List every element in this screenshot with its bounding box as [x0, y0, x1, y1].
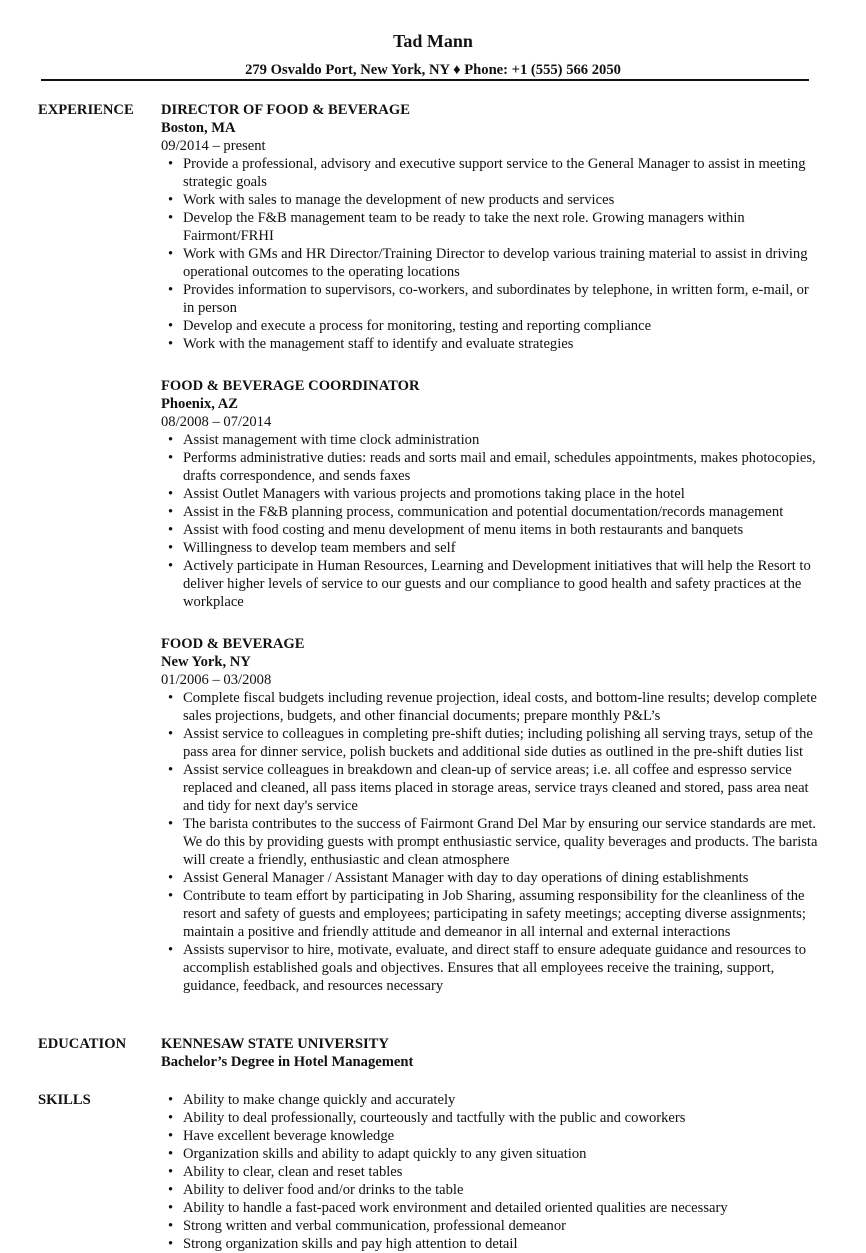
job-entry	[161, 377, 821, 611]
skill-item: • Organization skills and ability to adapt quickly to any given situation	[161, 1145, 821, 1163]
job-bullet: • Assist General Manager / Assistant Manager with day to day operations of dining establishments	[161, 869, 821, 887]
job-bullet: • Assist Outlet Managers with various projects and promotions taking place in the hotel	[161, 485, 821, 503]
job-bullets	[161, 431, 821, 611]
job-location: Boston, MA	[161, 120, 236, 136]
skill-item: • Ability to deliver food and/or drinks to the table	[161, 1181, 821, 1199]
candidate-name: Tad Mann	[393, 31, 473, 51]
job-bullets	[161, 689, 821, 995]
experience-body	[161, 101, 821, 995]
job-dates: 09/2014 – present	[161, 138, 266, 154]
skill-item: • Ability to deal professionally, courteously and tactfully with the public and coworkers	[161, 1109, 821, 1127]
degree: Bachelor’s Degree in Hotel Management	[161, 1054, 414, 1070]
job-bullet: • Assist in the F&B planning process, communication and potential documentation/records management	[161, 503, 821, 521]
job-bullet: • Assist management with time clock administration	[161, 431, 821, 449]
job-bullet: • Contribute to team effort by participating in Job Sharing, assuming responsibility for the cleanliness of the resort and safety of guests and employees; participating in safety meetings; accepting diverse assignments; maintain a positive and friendly attitude and demeanor in all internal and external interactions	[161, 887, 821, 941]
job-bullet: • Work with sales to manage the development of new products and services	[161, 191, 821, 209]
job-bullet: • Provides information to supervisors, co-workers, and subordinates by telephone, in written form, e-mail, or in person	[161, 281, 821, 317]
job-bullet: • Work with GMs and HR Director/Training Director to develop various training material to assist in driving operational outcomes to the operating locations	[161, 245, 821, 281]
job-entry	[161, 635, 821, 995]
job-title: FOOD & BEVERAGE	[161, 636, 305, 652]
job-bullet: • Develop the F&B management team to be ready to take the next role. Growing managers within Fairmont/FRHI	[161, 209, 821, 245]
education-body	[161, 1035, 821, 1071]
skill-item: • Ability to handle a fast-paced work environment and detailed oriented qualities are necessary	[161, 1199, 821, 1217]
job-bullet: • Complete fiscal budgets including revenue projection, ideal costs, and bottom-line results; develop complete sales projections, budgets, and other financial documents; prepare monthly P&L’s	[161, 689, 821, 725]
skill-item: • Strong organization skills and pay high attention to detail	[161, 1235, 821, 1253]
job-bullet: • Willingness to develop team members and self	[161, 539, 821, 557]
job-location: Phoenix, AZ	[161, 396, 239, 412]
skill-item: • Ability to clear, clean and reset tables	[161, 1163, 821, 1181]
skill-item: • Have excellent beverage knowledge	[161, 1127, 821, 1145]
job-title: FOOD & BEVERAGE COORDINATOR	[161, 378, 420, 394]
job-dates: 08/2008 – 07/2014	[161, 414, 272, 430]
skill-item: • Strong written and verbal communication, professional demeanor	[161, 1217, 821, 1235]
job-bullet: • The barista contributes to the success of Fairmont Grand Del Mar by ensuring our service standards are met. We do this by providing guests with prompt enthusiastic service, quality beverages and products. The barista will create a friendly, enthusiastic and clean atmosphere	[161, 815, 821, 869]
job-bullet: • Assist service to colleagues in completing pre-shift duties; including polishing all serving trays, setup of the pass area for dinner service, polish buckets and additional side duties as outlined in the pre-shift duties list	[161, 725, 821, 761]
skills-heading: SKILLS	[38, 1092, 91, 1108]
experience-heading: EXPERIENCE	[38, 102, 134, 118]
job-bullet: • Assists supervisor to hire, motivate, evaluate, and direct staff to ensure adequate guidance and resources to accomplish established goals and objectives. Ensures that all employees receive the training, support, guidance, feedback, and resources necessary	[161, 941, 821, 995]
education-heading: EDUCATION	[38, 1036, 127, 1052]
job-bullet: • Work with the management staff to identify and evaluate strategies	[161, 335, 821, 353]
job-bullet: • Assist service colleagues in breakdown and clean-up of service areas; i.e. all coffee and espresso service replaced and cleaned, all pass items placed in storage areas, service trays cleaned and stored, pass area neat and tidy for next day's service	[161, 761, 821, 815]
school-name: KENNESAW STATE UNIVERSITY	[161, 1036, 389, 1052]
job-entry	[161, 101, 821, 353]
job-bullet: • Provide a professional, advisory and executive support service to the General Manager to assist in meeting strategic goals	[161, 155, 821, 191]
skills-body	[161, 1091, 821, 1253]
job-location: New York, NY	[161, 654, 251, 670]
skill-item: • Ability to make change quickly and accurately	[161, 1091, 821, 1109]
job-bullet: • Actively participate in Human Resources, Learning and Development initiatives that will help the Resort to deliver higher levels of service to our guests and our compliance to good health and safety practices at the workplace	[161, 557, 821, 611]
skills-list	[161, 1091, 821, 1253]
job-bullet: • Assist with food costing and menu development of menu items in both restaurants and banquets	[161, 521, 821, 539]
job-title: DIRECTOR OF FOOD & BEVERAGE	[161, 102, 410, 118]
job-dates: 01/2006 – 03/2008	[161, 672, 272, 688]
job-bullet: • Develop and execute a process for monitoring, testing and reporting compliance	[161, 317, 821, 335]
job-bullets	[161, 155, 821, 353]
contact-line: 279 Osvaldo Port, New York, NY ♦ Phone: +1 (555) 566 2050	[245, 62, 621, 78]
header-divider	[41, 79, 809, 81]
job-bullet: • Performs administrative duties: reads and sorts mail and email, schedules appointments, makes photocopies, drafts correspondence, and sends faxes	[161, 449, 821, 485]
